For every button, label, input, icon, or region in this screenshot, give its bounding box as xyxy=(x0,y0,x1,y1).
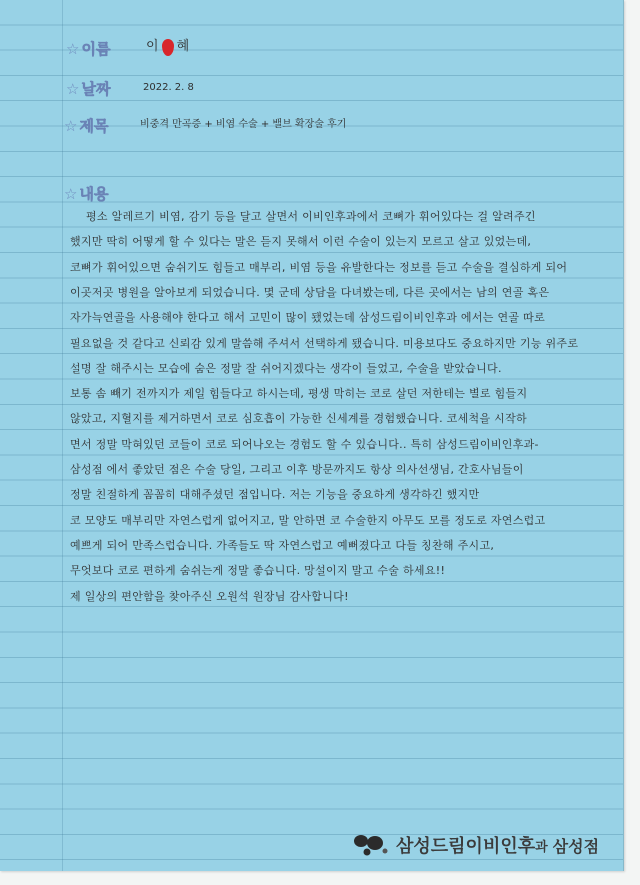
text-line: 않았고, 지혈지를 제거하면서 코로 심호흡이 가능한 신세계를 경험했습니다. 코세척을 시작하 xyxy=(70,412,527,426)
content-label-text: 내용 xyxy=(79,184,109,203)
content-label xyxy=(64,181,108,205)
text-line: 이곳저곳 병원을 알아보게 되었습니다. 몇 군데 상담을 다녀봤는데, 다른 곳에서는 남의 연골 혹은 xyxy=(70,285,550,299)
name-label-text: 이름 xyxy=(81,39,111,58)
date-label xyxy=(66,76,110,100)
text-line: 했지만 딱히 어떻게 할 수 있다는 말은 듣지 못해서 이런 수술이 있는지 모르고 살고 있었는데, xyxy=(70,235,532,249)
text-line: 삼성점 에서 좋았던 점은 수술 당일, 그리고 이후 방문까지도 항상 의사선생님, 간호사님들이 xyxy=(70,463,524,476)
text-line: 예쁘게 되어 만족스럽습니다. 가족들도 딱 자연스럽고 예뻐졌다고 다들 칭찬해 주시고, xyxy=(70,538,495,552)
star-icon xyxy=(64,184,77,203)
clinic-name-tail: 과 xyxy=(535,839,548,855)
title-value: 비중격 만곡증 + 비염 수술 + 밸브 확장술 후기 xyxy=(140,119,347,130)
redaction-mark xyxy=(162,39,174,56)
star-icon xyxy=(66,79,79,98)
name-label xyxy=(66,36,110,60)
name-first: 이 xyxy=(146,39,159,54)
clinic-branch: 삼성점 xyxy=(552,836,600,856)
date-label-text: 날짜 xyxy=(81,79,111,98)
text-line: 자가늑연골을 사용해야 한다고 해서 고민이 많이 됐었는데 삼성드림이비인후과 에서는 연골 따로 xyxy=(70,311,546,325)
text-line: 코뼈가 휘어있으면 숨쉬기도 힘들고 매부리, 비염 등을 유발한다는 정보를 듣고 수술을 결심하게 되어 xyxy=(70,260,568,274)
star-icon xyxy=(64,116,77,135)
text-line: 정말 친절하게 꼼꼼히 대해주셨던 점입니다. 저는 기능을 중요하게 생각하긴 했지만 xyxy=(70,488,480,502)
text-line: 설명 잘 해주시는 모습에 숨은 정말 잘 쉬어지겠다는 생각이 들었고, 수술을 받았습니다. xyxy=(70,361,502,375)
text-line: 필요없을 것 같다고 신뢰감 있게 말씀해 주셔서 선택하게 됐습니다. 미용보다도 중요하지만 기능 위주로 xyxy=(70,336,579,350)
clinic-logo-icon xyxy=(352,832,392,858)
name-value xyxy=(146,37,189,57)
date-value: 2022. 2. 8 xyxy=(143,82,194,93)
star-icon xyxy=(66,39,79,58)
clinic-logo xyxy=(352,828,614,862)
text-line: 면서 정말 막혀있던 코들이 코로 되어나오는 경험도 할 수 있습니다.. 특히 삼성드림이비인후과- xyxy=(70,437,539,451)
name-last: 혜 xyxy=(176,39,190,54)
text-line: 무엇보다 코로 편하게 숨쉬는게 정말 좋습니다. 망설이지 말고 수술 하세요!! xyxy=(70,564,446,578)
text-line: 코 모양도 매부리만 자연스럽게 없어지고, 말 안하면 코 수술한지 아무도 모를 정도로 자연스럽고 xyxy=(70,513,546,527)
text-line: 보통 솜 빼기 전까지가 제일 힘들다고 하시는데, 평생 막히는 코로 살던 저한테는 별로 힘들지 xyxy=(70,387,528,401)
text-line: 평소 알레르기 비염, 감기 등을 달고 살면서 이비인후과에서 코뼈가 휘어있다는 걸 알려주긴 xyxy=(86,210,536,223)
clinic-name: 삼성드림이비인후 xyxy=(396,836,536,857)
title-label-text: 제목 xyxy=(79,116,109,135)
margin-line xyxy=(62,0,63,871)
text-line: 제 일상의 편안함을 찾아주신 오원석 원장님 감사합니다! xyxy=(70,589,349,603)
title-label xyxy=(64,113,108,137)
